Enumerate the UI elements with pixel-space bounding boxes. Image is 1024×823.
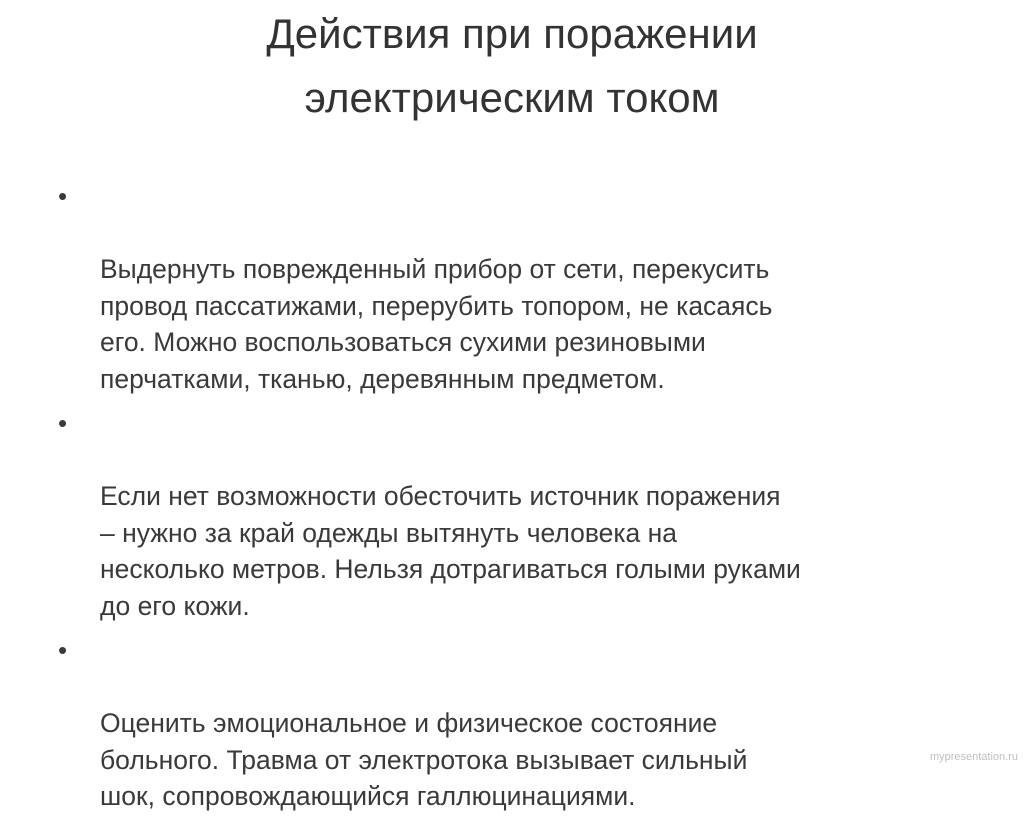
bullet-text: Оценить эмоциональное и физическое состояние больного. Травма от электротока вызывает сильный шок, сопровождающийся галлюцинациями.: [100, 708, 748, 811]
bullet-item: [58, 178, 978, 397]
bullet-text: Если нет возможности обесточить источник поражения – нужно за край одежды вытянуть человека на несколько метров. Нельзя дотрагиваться голыми руками до его кожи.: [100, 481, 801, 621]
bullet-list: [58, 178, 978, 823]
bullet-dot-icon: •: [58, 181, 68, 211]
bullet-text: Выдернуть поврежденный прибор от сети, перекусить провод пассатижами, перерубить топором, не касаясь его. Можно воспользоваться сухими резиновыми перчатками, тканью, деревянным предметом.: [100, 254, 773, 394]
bullet-dot-icon: •: [58, 408, 68, 438]
slide-title: Действия при поражении электрическим током: [266, 10, 758, 121]
watermark: mypresentation.ru: [929, 751, 1018, 763]
bullet-item: [58, 632, 978, 815]
bullet-item: [58, 405, 978, 624]
bullet-dot-icon: •: [58, 635, 68, 665]
